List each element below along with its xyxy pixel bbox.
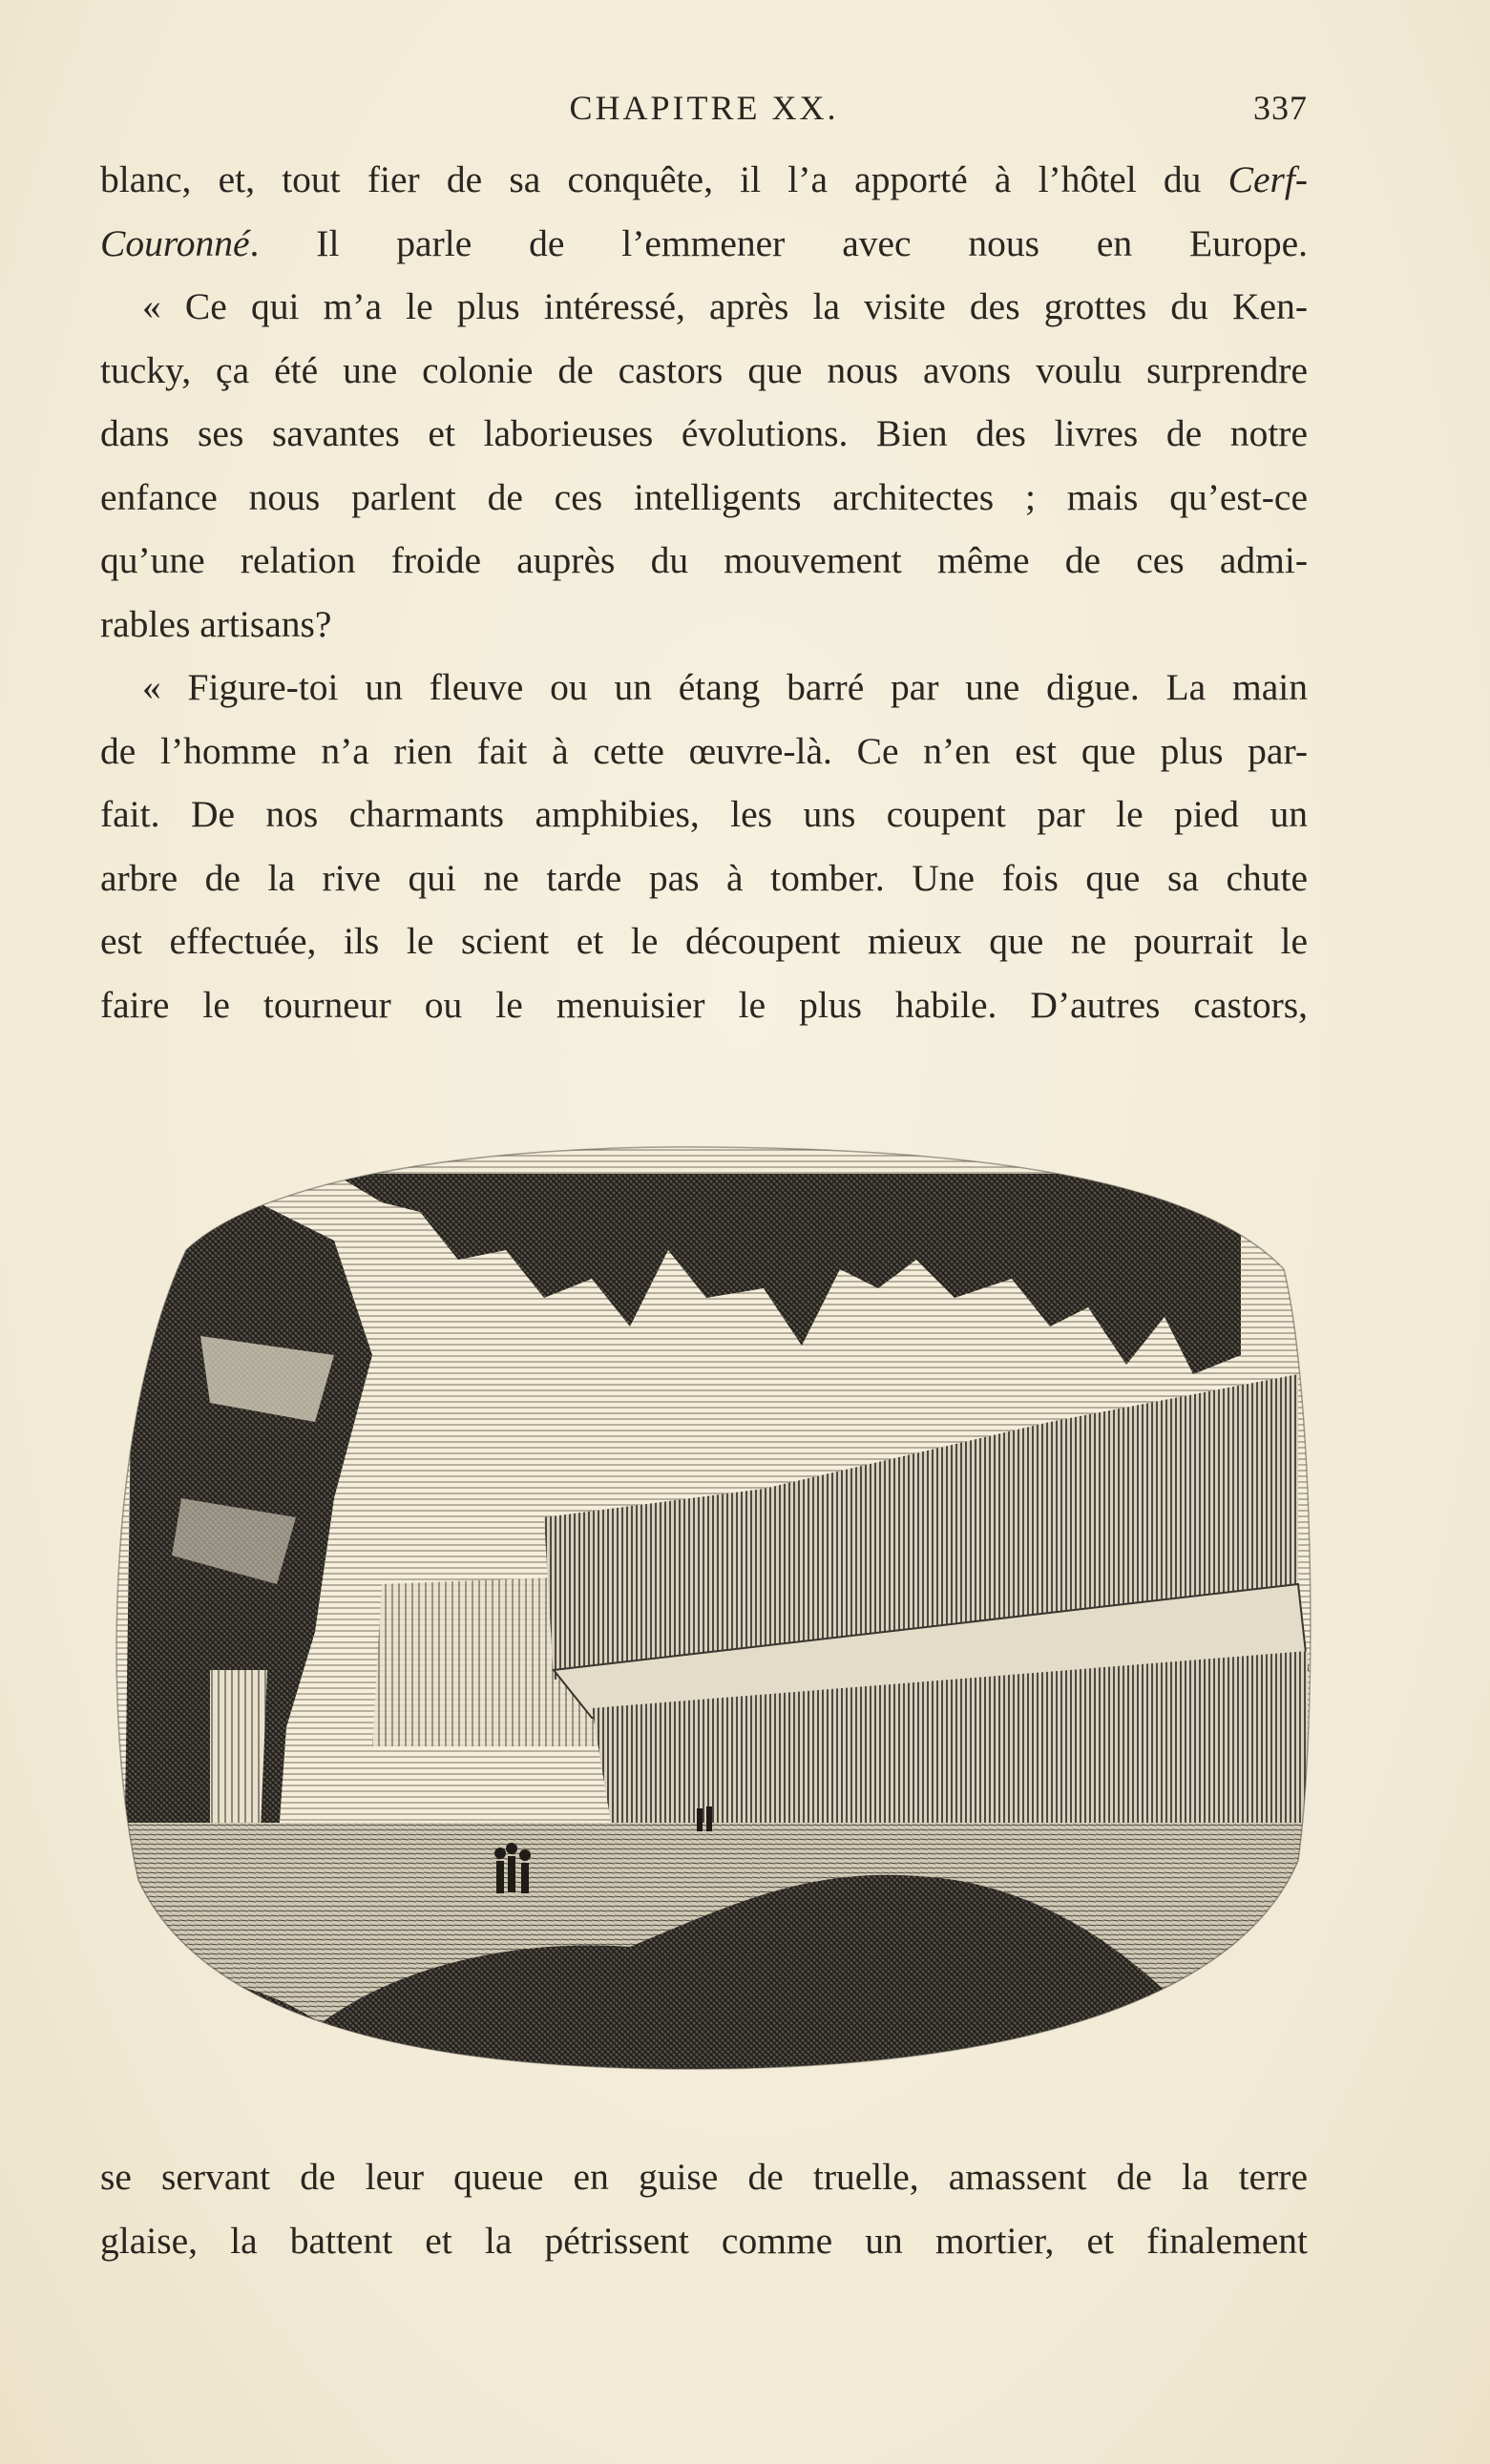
text-line: rables artisans? [100,602,332,645]
text-line: Couronné. Il parle de l’emmener avec nous en Europe. [100,221,1308,264]
text-line: « Figure-toi un fleuve ou un étang barré par une digue. La main [142,666,1308,708]
page-number: 337 [1253,89,1308,127]
text-line: faire le tourneur ou le menuisier le plus habile. D’autres castors, [100,983,1308,1026]
text-line: dans ses savantes et laborieuses évolutions. Bien des livres de notre [100,412,1308,454]
chapter-title: CHAPITRE XX. [569,89,839,127]
text-line: est effectuée, ils le scient et le découpent mieux que ne pourrait le [100,920,1308,962]
text-line: de l’homme n’a rien fait à cette œuvre-là. Ce n’en est que plus par- [100,729,1308,772]
text-line: enfance nous parlent de ces intelligents architectes ; mais qu’est-ce [100,475,1308,518]
text-line: arbre de la rive qui ne tarde pas à tomber. Une fois que sa chute [100,856,1308,899]
body-text-bottom [100,2145,1308,2272]
text-line: blanc, et, tout fier de sa conquête, il l’a apporté à l’hôtel du Cerf- [100,158,1308,200]
running-head [100,88,1308,132]
text-line: se servant de leur queue en guise de truelle, amassent de la terre [100,2156,1308,2198]
text-line: glaise, la battent et la pétrissent comme un mortier, et finalement [100,2219,1308,2262]
text-line: tucky, ça été une colonie de castors que nous avons voulu surprendre [100,348,1308,391]
body-text-top [100,148,1308,1036]
text-line: qu’une relation froide auprès du mouvement même de ces admi- [100,539,1308,581]
text-line: « Ce qui m’a le plus intéressé, après la visite des grottes du Ken- [142,285,1308,327]
cave-engraving [95,1136,1317,2076]
text-line: fait. De nos charmants amphibies, les uns coupent par le pied un [100,793,1308,835]
